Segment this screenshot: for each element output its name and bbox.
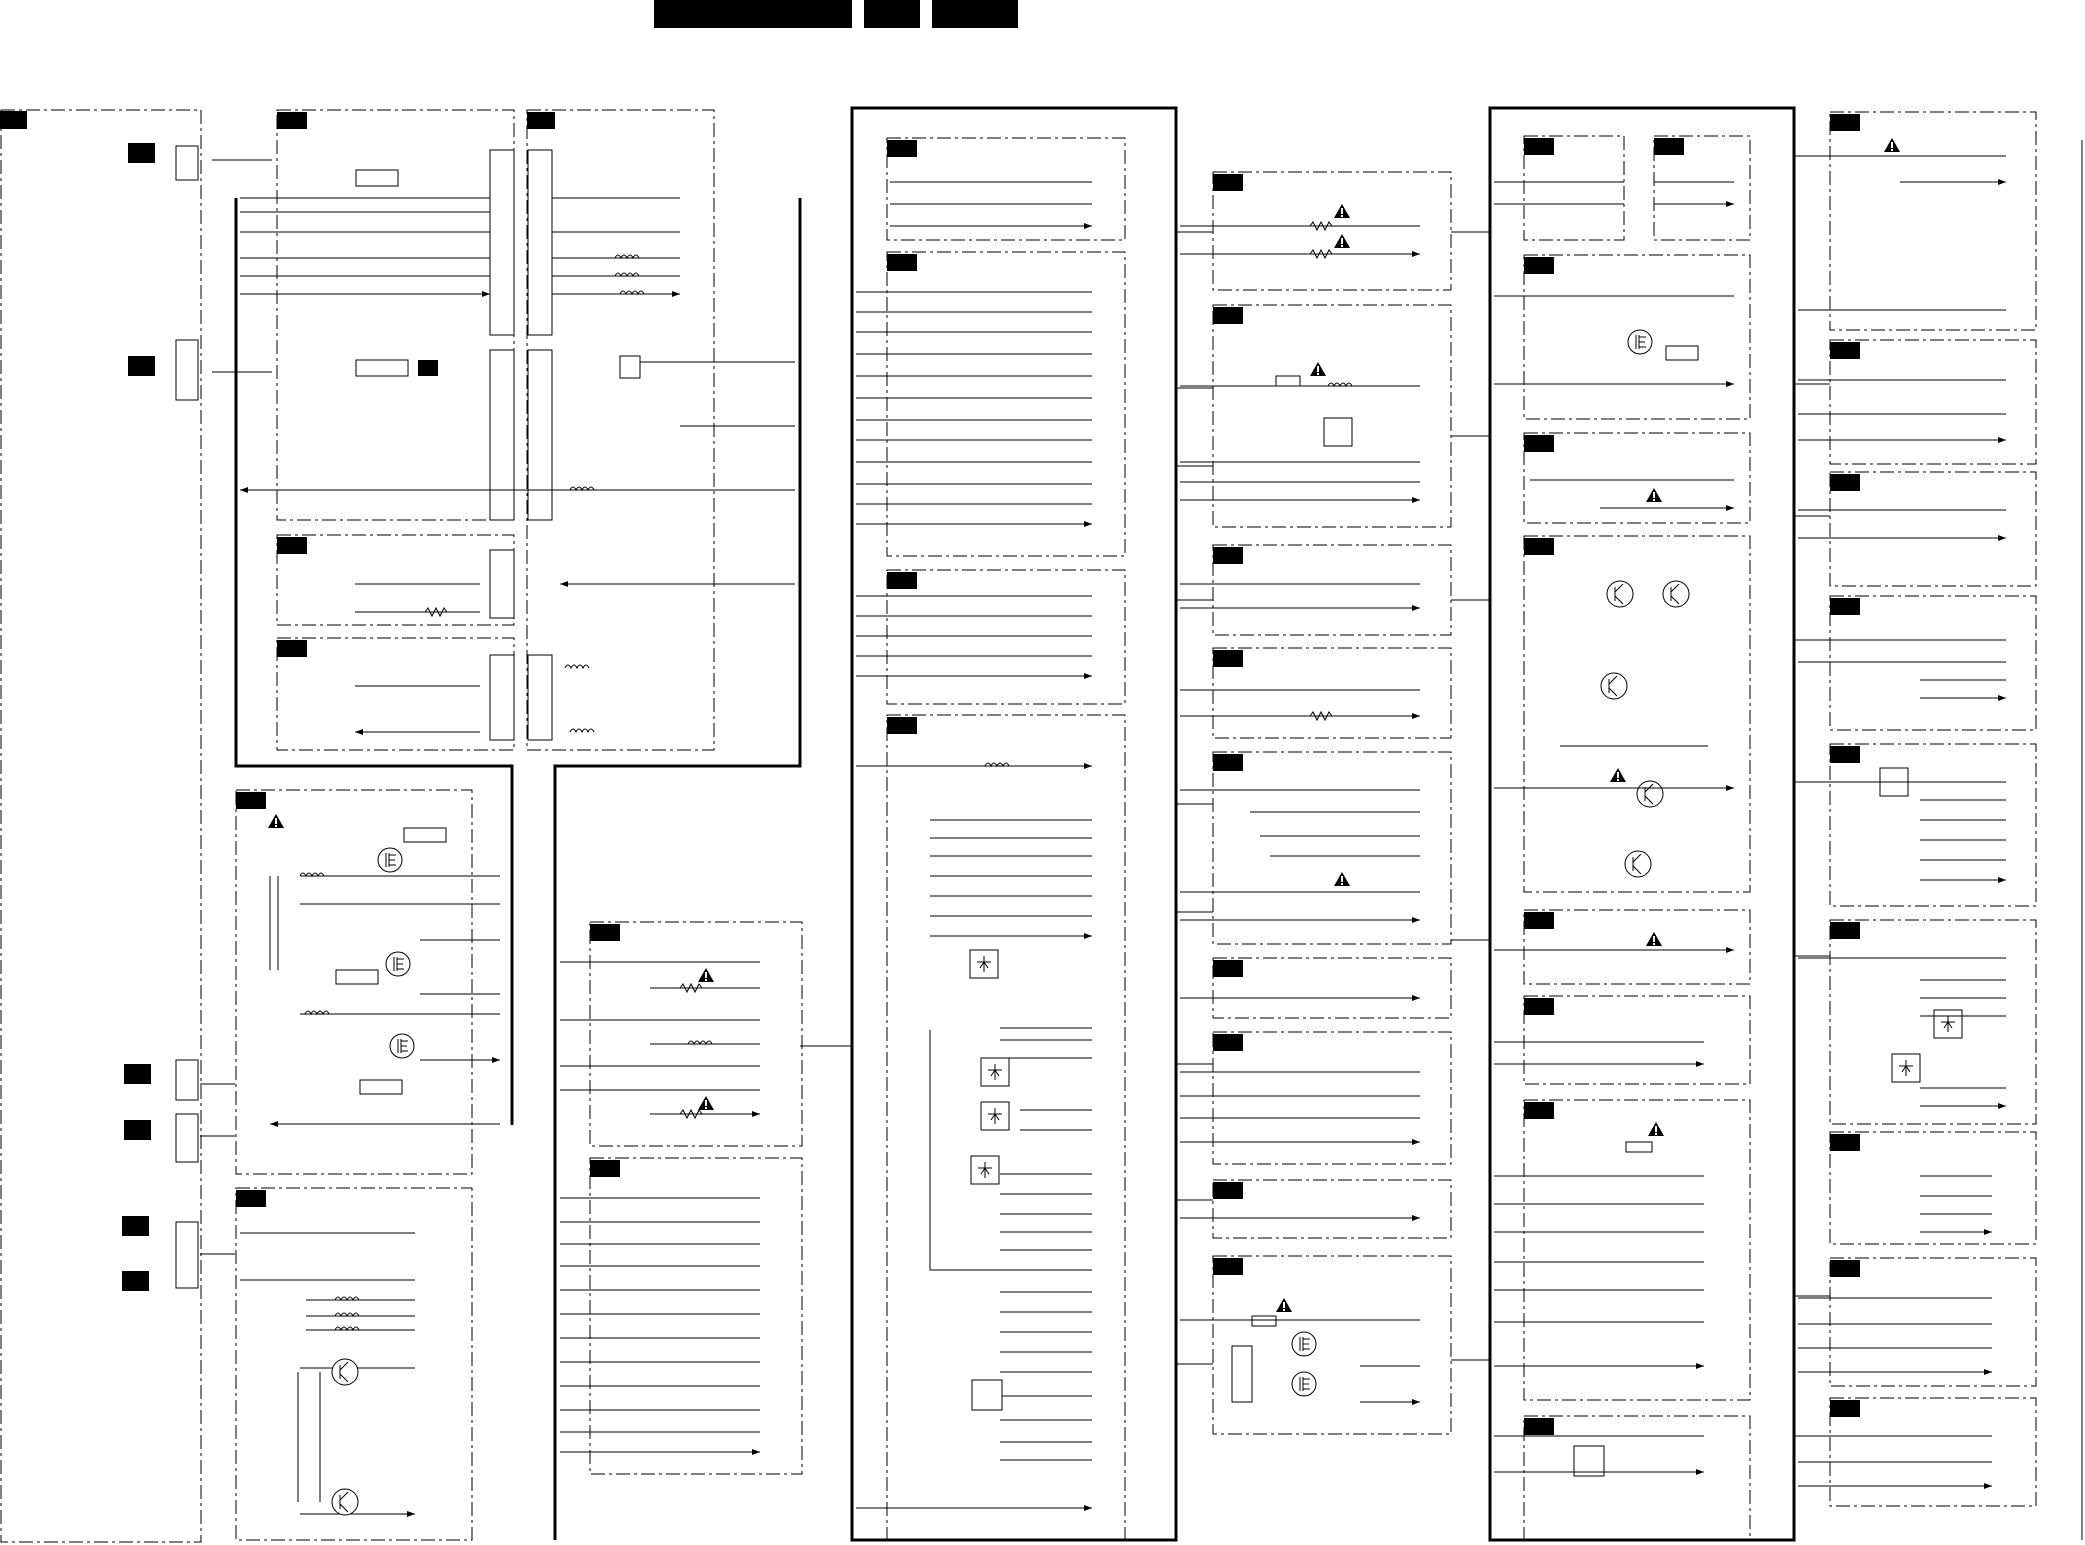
column-4-group xyxy=(852,108,1176,1540)
column-6-group xyxy=(1490,108,1794,1540)
panel-tag-1 xyxy=(0,111,27,129)
column-2-group xyxy=(236,110,800,1540)
column-5-group xyxy=(1180,172,1451,1434)
column-3-group xyxy=(560,922,802,1474)
column-7-group xyxy=(1798,112,2082,1540)
left-panel-group xyxy=(0,110,272,1542)
